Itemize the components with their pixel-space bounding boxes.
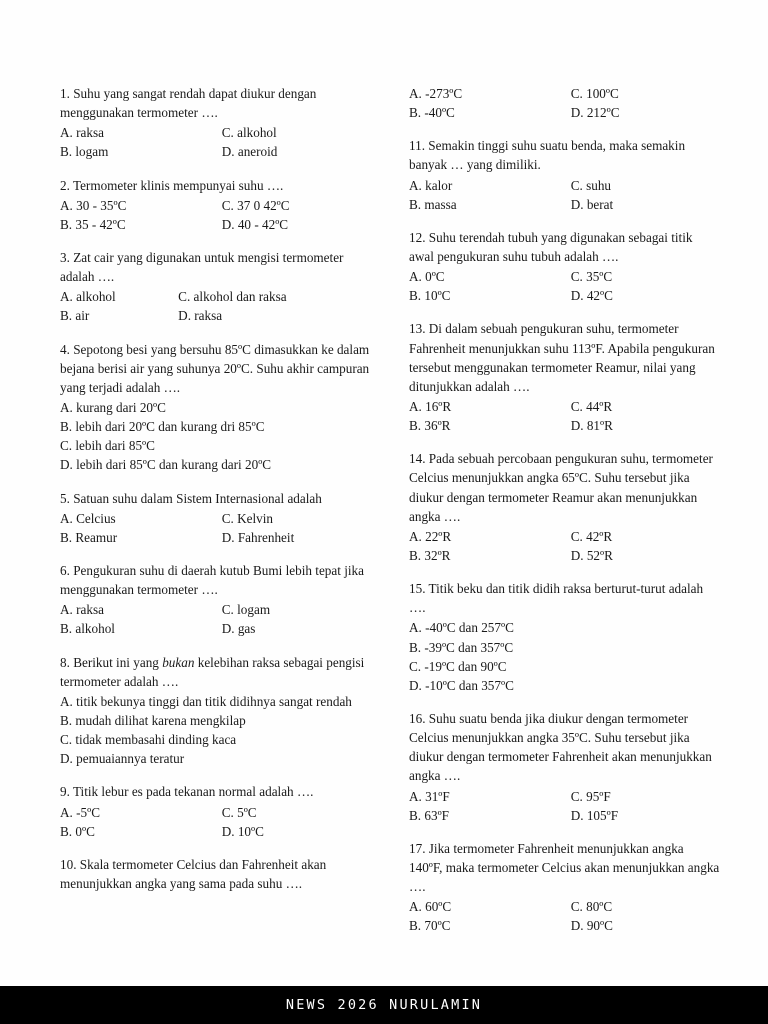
question-item [409, 709, 720, 825]
option[interactable]: D. 40 - 42ºC [221, 216, 289, 232]
option[interactable]: A. -5ºC [60, 804, 100, 820]
option[interactable]: D. 212ºC [570, 105, 620, 121]
option[interactable]: A. 22ºR [409, 528, 452, 544]
option-row [409, 916, 720, 935]
question-item [409, 579, 720, 695]
option-row [409, 546, 720, 565]
question-stem-part-1: 8. Berikut ini yang [60, 654, 163, 670]
option[interactable]: C. 44ºR [570, 398, 613, 414]
option-row [409, 787, 720, 806]
option[interactable]: B. 70ºC [409, 918, 451, 934]
option[interactable]: B. 36ºR [409, 418, 451, 434]
question-options [409, 397, 720, 435]
option[interactable]: C. 95ºF [570, 788, 611, 804]
question-options [409, 267, 720, 305]
watermark-text: NEWS 2026 NURULAMIN [285, 997, 483, 1013]
question-item-continued [409, 84, 720, 122]
question-options [60, 287, 371, 325]
right-column [409, 84, 720, 949]
option-row [60, 215, 371, 234]
option[interactable]: A. kurang dari 20ºC [60, 399, 166, 415]
option-row [60, 822, 371, 841]
option[interactable]: B. -40ºC [409, 105, 455, 121]
question-stem: 16. Suhu suatu benda jika diukur dengan termometer Celcius menunjukkan angka 35ºC. Suhu tersebut jika diukur dengan termometer Fahrenheit akan menunjukkan angka …. [409, 710, 712, 784]
question-options [409, 618, 720, 695]
option-row [409, 397, 720, 416]
question-options [60, 803, 371, 841]
option[interactable]: C. alkohol dan raksa [178, 289, 287, 305]
question-item [409, 136, 720, 214]
question-item [60, 84, 371, 162]
question-options [409, 84, 720, 122]
question-item [60, 855, 371, 893]
option[interactable]: B. 35 - 42ºC [60, 216, 126, 232]
option[interactable]: D. 81ºR [570, 418, 613, 434]
option[interactable]: C. 42ºR [570, 528, 613, 544]
question-stem: 17. Jika termometer Fahrenheit menunjukkan angka 140ºF, maka termometer Celcius akan menunjukkan angka …. [409, 840, 720, 895]
option[interactable]: A. 60ºC [409, 899, 452, 915]
option[interactable]: C. 35ºC [570, 269, 613, 285]
option-row [409, 416, 720, 435]
option[interactable]: B. -39ºC dan 357ºC [409, 639, 514, 655]
option[interactable]: D. 10ºC [221, 823, 264, 839]
option[interactable]: C. 80ºC [570, 899, 613, 915]
option[interactable]: D. 52ºR [570, 547, 613, 563]
option-row [409, 176, 720, 195]
option[interactable]: D. 42ºC [570, 288, 613, 304]
option[interactable]: B. 10ºC [409, 288, 451, 304]
option[interactable]: B. 63ºF [409, 807, 450, 823]
option-row [409, 527, 720, 546]
question-stem: 14. Pada sebuah percobaan pengukuran suhu, termometer Celcius menunjukkan angka 65ºC. Suhu tersebut jika diukur dengan termometer Reamur akan menunjukkan angka …. [409, 451, 713, 524]
question-options [60, 196, 371, 234]
question-columns [60, 84, 720, 949]
question-options [60, 123, 371, 161]
question-item [60, 782, 371, 840]
option[interactable]: A. alkohol [60, 289, 116, 305]
option[interactable]: B. Reamur [60, 529, 118, 545]
question-options [409, 527, 720, 565]
question-options [60, 398, 371, 475]
question-item [409, 839, 720, 936]
option-row [60, 142, 371, 161]
option-row [409, 195, 720, 214]
option-row [60, 600, 371, 619]
question-options [60, 692, 371, 769]
question-stem: 4. Sepotong besi yang bersuhu 85ºC dimasukkan ke dalam bejana berisi air yang suhunya 20ºC. Suhu akhir campuran yang terjadi adalah …. [60, 341, 370, 395]
option[interactable]: D. 105ºF [570, 807, 619, 823]
option-row [60, 619, 371, 638]
option-row [409, 103, 720, 122]
option[interactable]: B. massa [409, 196, 457, 212]
option[interactable]: A. -273ºC [409, 86, 463, 101]
question-stem: 1. Suhu yang sangat rendah dapat diukur dengan menggunakan termometer …. [60, 86, 317, 121]
option-row [409, 267, 720, 286]
option[interactable]: C. 5ºC [221, 804, 257, 820]
option[interactable]: D. Fahrenheit [221, 529, 295, 545]
question-item [409, 319, 720, 435]
option[interactable]: C. suhu [570, 177, 612, 193]
option[interactable]: D. raksa [178, 308, 223, 324]
option[interactable]: C. 100ºC [570, 86, 619, 101]
option[interactable]: C. alkohol [221, 125, 277, 141]
option-row [409, 84, 720, 103]
option-row [60, 803, 371, 822]
question-options [409, 787, 720, 825]
option[interactable]: A. 31ºF [409, 788, 450, 804]
option[interactable]: B. 0ºC [60, 823, 95, 839]
option[interactable]: C. logam [221, 602, 271, 618]
question-stem: 2. Termometer klinis mempunyai suhu …. [60, 177, 284, 193]
question-stem: 6. Pengukuran suhu di daerah kutub Bumi lebih tepat jika menggunakan termometer …. [60, 562, 364, 598]
option[interactable]: D. berat [570, 196, 614, 212]
option[interactable]: A. kalor [409, 177, 453, 193]
option[interactable]: C. Kelvin [221, 510, 274, 526]
question-stem: 10. Skala termometer Celcius dan Fahrenheit akan menunjukkan angka yang sama pada suhu …. [60, 856, 327, 891]
option[interactable]: B. lebih dari 20ºC dan kurang dri 85ºC [60, 419, 265, 435]
option[interactable]: D. -10ºC dan 357ºC [409, 677, 514, 693]
option[interactable]: D. gas [221, 621, 256, 637]
option-row [60, 123, 371, 142]
question-stem: 9. Titik lebur es pada tekanan normal adalah …. [60, 784, 314, 800]
question-options [409, 897, 720, 935]
question-stem-emphasis: bukan [162, 654, 195, 670]
question-stem: 12. Suhu terendah tubuh yang digunakan sebagai titik awal pengukuran suhu tubuh adalah …. [409, 229, 693, 264]
option[interactable]: C. lebih dari 85ºC [60, 438, 155, 454]
option-row [60, 287, 371, 306]
question-stem: 15. Titik beku dan titik didih raksa berturut-turut adalah …. [409, 581, 704, 616]
question-options [60, 600, 371, 638]
option[interactable]: C. -19ºC dan 90ºC [409, 658, 507, 674]
question-item [60, 653, 371, 769]
footer-watermark-bar [0, 986, 768, 1024]
question-stem: 3. Zat cair yang digunakan untuk mengisi termometer adalah …. [60, 249, 344, 285]
option[interactable]: B. mudah dilihat karena mengkilap [60, 712, 246, 728]
question-stem: 13. Di dalam sebuah pengukuran suhu, termometer Fahrenheit menunjukkan suhu 113ºF. Apabila pengukuran tersebut menggunakan termometer Reamur, nilai yang ditunjukkan adalah …. [409, 321, 715, 394]
option[interactable]: D. 90ºC [570, 918, 613, 934]
option[interactable]: D. aneroid [221, 144, 278, 160]
option[interactable]: A. 30 - 35ºC [60, 197, 127, 213]
question-stem-part-2: kelebihan raksa sebagai pengisi termometer adalah …. [60, 654, 365, 689]
option[interactable]: D. pemuaiannya teratur [60, 751, 185, 767]
option-row [60, 509, 371, 528]
question-item [60, 340, 371, 475]
option[interactable]: B. alkohol [60, 621, 115, 637]
question-stem [60, 653, 371, 691]
option[interactable]: A. raksa [60, 602, 104, 618]
question-item [60, 489, 371, 547]
option[interactable]: A. titik bekunya tinggi dan titik didihnya sangat rendah [60, 693, 352, 709]
option[interactable]: A. Celcius [60, 510, 116, 526]
option-row [409, 286, 720, 305]
option[interactable]: B. logam [60, 144, 109, 160]
option[interactable]: B. air [60, 308, 90, 324]
left-column [60, 84, 371, 949]
question-stem: 11. Semakin tinggi suhu suatu benda, maka semakin banyak … yang dimiliki. [409, 138, 686, 173]
question-item [60, 561, 371, 639]
question-item [409, 449, 720, 565]
option[interactable]: C. 37 0 42ºC [221, 197, 290, 213]
question-options [409, 176, 720, 214]
question-item [60, 248, 371, 326]
option-row [409, 897, 720, 916]
option-row [60, 196, 371, 215]
option-row [60, 306, 371, 325]
question-item [60, 176, 371, 234]
option-row [409, 806, 720, 825]
option[interactable]: A. 0ºC [409, 269, 445, 285]
option-row [60, 528, 371, 547]
question-item [409, 228, 720, 306]
option[interactable]: A. raksa [60, 125, 104, 141]
option[interactable]: A. 16ºR [409, 398, 452, 414]
option[interactable]: D. lebih dari 85ºC dan kurang dari 20ºC [60, 457, 272, 473]
question-options [60, 509, 371, 547]
option[interactable]: B. 32ºR [409, 547, 451, 563]
option[interactable]: C. tidak membasahi dinding kaca [60, 732, 237, 748]
question-stem: 5. Satuan suhu dalam Sistem Internasional adalah [60, 490, 322, 506]
option[interactable]: A. -40ºC dan 257ºC [409, 620, 514, 636]
